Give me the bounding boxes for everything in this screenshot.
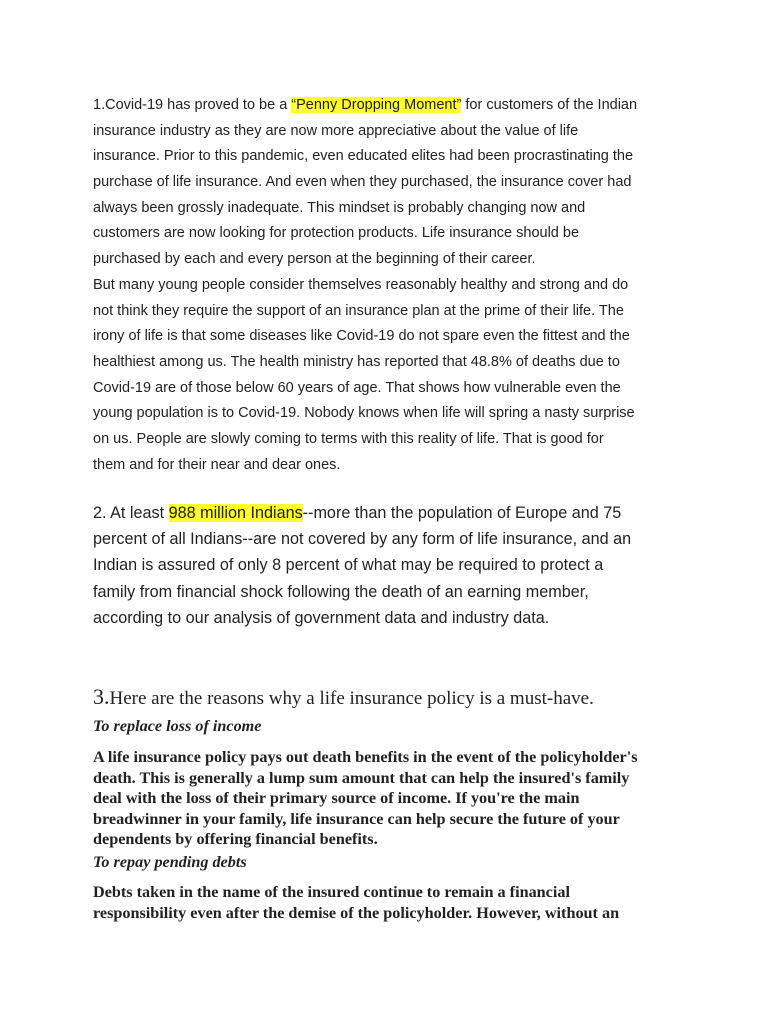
heading-text: Here are the reasons why a life insurance policy is a must-have. (109, 688, 594, 709)
section-heading-point-3 (93, 683, 594, 713)
text-line: always been grossly inadequate. This mindset is probably changing now and (93, 199, 586, 216)
text-line: death. This is generally a lump sum amount that can help the insured's family (93, 768, 630, 787)
text-line: Debts taken in the name of the insured continue to remain a financial (93, 883, 570, 901)
subheading-replace-income: To replace loss of income (93, 717, 262, 735)
text-line: purchased by each and every person at the beginning of their career. (93, 251, 536, 268)
text-line: them and for their near and dear ones. (93, 456, 341, 473)
text-line: Indian is assured of only 8 percent of what may be required to protect a (93, 556, 604, 575)
text-line: healthiest among us. The health ministry has reported that 48.8% of deaths due to (93, 353, 620, 370)
text-line: purchase of life insurance. And even when they purchased, the insurance cover had (93, 174, 632, 191)
text-line: But many young people consider themselves reasonably healthy and strong and do (93, 276, 629, 293)
text-line: on us. People are slowly coming to terms with this reality of life. That is good for (93, 430, 604, 447)
paragraph-point-2 (93, 500, 693, 631)
paragraph-replace-income (93, 747, 673, 850)
text-line: dependents by offering financial benefits. (93, 830, 378, 849)
highlighted-phrase: “Penny Dropping Moment” (291, 97, 462, 113)
text-line: family from financial shock following the death of an earning member, (93, 582, 589, 601)
paragraph-repay-debts (93, 882, 673, 923)
text-line: 2. At least 988 million Indians--more than the population of Europe and 75 (93, 504, 622, 522)
text-line: breadwinner in your family, life insurance can help secure the future of your (93, 809, 620, 828)
text-line: Covid-19 are of those below 60 years of age. That shows how vulnerable even the (93, 379, 621, 396)
text-line: A life insurance policy pays out death benefits in the event of the policyholder's (93, 748, 638, 766)
heading-number: 3. (93, 684, 110, 709)
text-line: young population is to Covid-19. Nobody knows when life will spring a nasty surprise (93, 405, 635, 422)
text-line: responsibility even after the demise of the policyholder. However, without an (93, 903, 620, 922)
text-line: according to our analysis of government data and industry data. (93, 608, 550, 627)
text-line: irony of life is that some diseases like Covid-19 do not spare even the fittest and the (93, 328, 630, 345)
paragraph-point-1 (93, 93, 683, 478)
text-line: customers are now looking for protection products. Life insurance should be (93, 225, 580, 242)
text-line: deal with the loss of their primary source of income. If you're the main (93, 789, 580, 808)
text-line: percent of all Indians--are not covered by any form of life insurance, and an (93, 530, 632, 549)
text-line: insurance industry as they are now more appreciative about the value of life (93, 122, 579, 139)
subheading-repay-debts: To repay pending debts (93, 853, 247, 871)
text-line: 1.Covid-19 has proved to be a “Penny Dropping Moment” for customers of the Indian (93, 97, 638, 113)
highlighted-phrase: 988 million Indians (168, 504, 303, 522)
text-line: not think they require the support of an insurance plan at the prime of their life. The (93, 302, 624, 319)
text-line: insurance. Prior to this pandemic, even educated elites had been procrastinating the (93, 148, 634, 165)
